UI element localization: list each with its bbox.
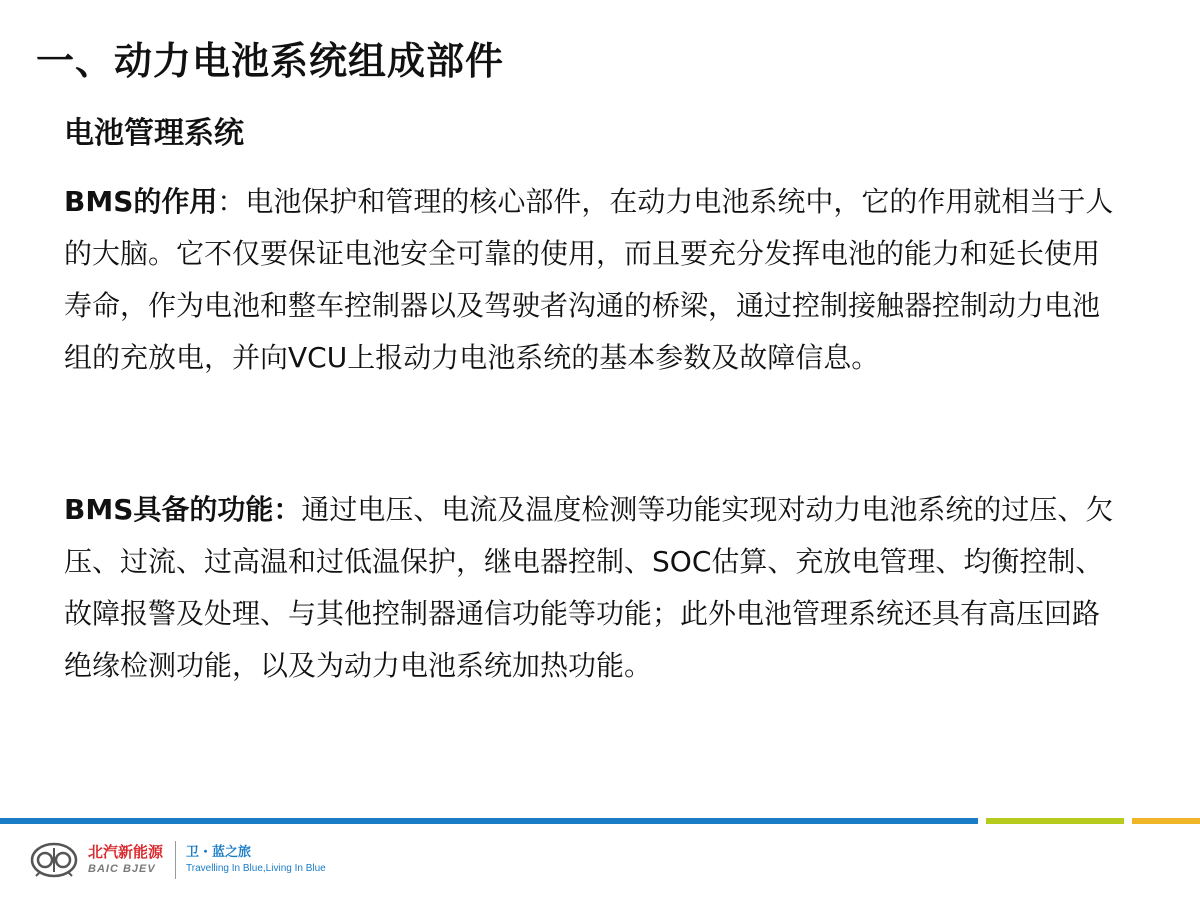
footer-stripe-green [986, 818, 1124, 824]
slogan-cn: 卫・蓝之旅 [186, 845, 252, 860]
slogan-block [186, 846, 326, 874]
bms-functions-text: 通过电压、电流及温度检测等功能实现对动力电池系统的过压、欠压、过流、过高温和过低温保护，继电器控制、SOC估算、充放电管理、均衡控制、故障报警及处理、与其他控制器通信功能等功能；此外电池管理系统还具有高压回路绝缘检测功能，以及为动力电池系统加热功能。 [64, 493, 1114, 682]
baic-emblem-icon [30, 842, 78, 878]
bms-functions-label: BMS具备的功能： [64, 493, 302, 526]
slogan-en: Travelling In Blue,Living In Blue [186, 863, 326, 874]
footer-divider [175, 841, 176, 879]
footer-logo [30, 840, 326, 880]
footer-stripe-gold [1132, 818, 1200, 824]
bms-functions-paragraph [64, 484, 1124, 692]
bms-role-label: BMS的作用 [64, 185, 218, 218]
bms-role-paragraph [64, 176, 1124, 384]
slide-title: 一、动力电池系统组成部件 [36, 39, 505, 83]
brand-name-cn: 北汽新能源 [88, 843, 164, 861]
bms-role-text: ：电池保护和管理的核心部件，在动力电池系统中，它的作用就相当于人的大脑。它不仅要保证电池安全可靠的使用，而且要充分发挥电池的能力和延长使用寿命，作为电池和整车控制器以及驾驶者沟通的桥梁，通过控制接触器控制动力电池组的充放电，并向VCU上报动力电池系统的基本参数及故障信息。 [64, 185, 1114, 374]
footer-stripe-blue [0, 818, 978, 824]
section-subtitle: 电池管理系统 [64, 116, 244, 151]
brand-block [88, 845, 163, 875]
brand-name-en: BAIC BJEV [88, 863, 156, 875]
